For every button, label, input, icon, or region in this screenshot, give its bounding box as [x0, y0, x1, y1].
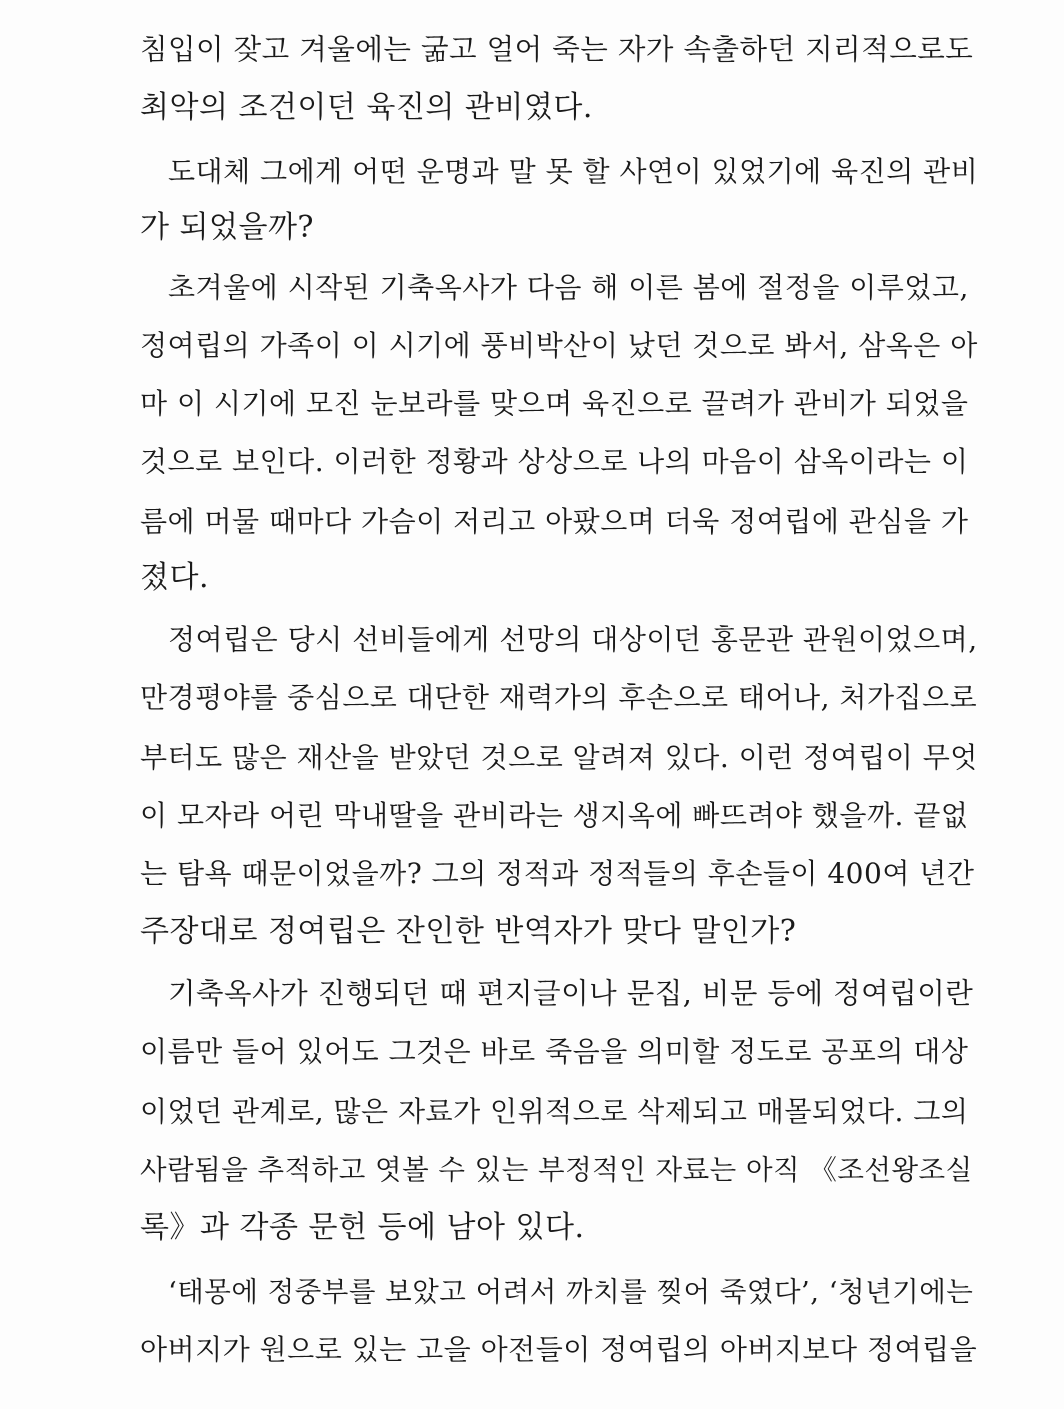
text-line: 만경평야를 중심으로 대단한 재력가의 후손으로 태어나, 처가집으로 — [140, 681, 978, 714]
paragraph-first-line: 초겨울에 시작된 기축옥사가 다음 해 이른 봄에 절정을 이루었고, — [168, 271, 969, 304]
paragraph-first-line: 기축옥사가 진행되던 때 편지글이나 문집, 비문 등에 정여립이란 — [168, 977, 974, 1010]
paragraph-first-line: 도대체 그에게 어떤 운명과 말 못 할 사연이 있었기에 육진의 관비 — [168, 155, 979, 188]
text-line: 사람됨을 추적하고 엿볼 수 있는 부정적인 자료는 아직 《조선왕조실 — [140, 1154, 973, 1186]
text-line: 름에 머물 때마다 가슴이 저리고 아팠으며 더욱 정여립에 관심을 가 — [140, 505, 969, 538]
text-line: 침입이 잦고 겨울에는 굶고 얼어 죽는 자가 속출하던 지리적으로도 — [140, 33, 974, 66]
paragraph-first-line: 정여립은 당시 선비들에게 선망의 대상이던 홍문관 관원이었으며, — [168, 623, 978, 656]
text-line: 는 탐욕 때문이었을까? 그의 정적과 정적들의 후손들이 400여 년간 — [140, 857, 975, 890]
text-line: 부터도 많은 재산을 받았던 것으로 알려져 있다. 이런 정여립이 무엇 — [140, 741, 978, 774]
text-line: 마 이 시기에 모진 눈보라를 맞으며 육진으로 끌려가 관비가 되었을 — [140, 387, 969, 420]
text-line: 이름만 들어 있어도 그것은 바로 죽음을 의미할 정도로 공포의 대상 — [140, 1035, 969, 1068]
text-line: 록》과 각종 문헌 등에 남아 있다. — [140, 1210, 585, 1245]
text-line: 것으로 보인다. 이러한 정황과 상상으로 나의 마음이 삼옥이라는 이 — [140, 445, 969, 478]
text-line: 정여립의 가족이 이 시기에 풍비박산이 났던 것으로 봐서, 삼옥은 아 — [140, 329, 978, 362]
text-line: 최악의 조건이던 육진의 관비였다. — [140, 90, 593, 125]
paragraph-first-line: ‘태몽에 정중부를 보았고 어려서 까치를 찢어 죽였다’, ‘청년기에는 — [168, 1276, 974, 1308]
text-line: 졌다. — [140, 560, 209, 595]
text-line: 이 모자라 어린 막내딸을 관비라는 생지옥에 빠뜨려야 했을까. 끝없 — [140, 799, 969, 832]
text-line: 아버지가 원으로 있는 고을 아전들이 정여립의 아버지보다 정여립을 — [140, 1333, 978, 1366]
text-line: 이었던 관계로, 많은 자료가 인위적으로 삭제되고 매몰되었다. 그의 — [140, 1095, 969, 1128]
text-line: 가 되었을까? — [140, 210, 315, 245]
text-line: 주장대로 정여립은 잔인한 반역자가 맞다 말인가? — [140, 914, 797, 949]
